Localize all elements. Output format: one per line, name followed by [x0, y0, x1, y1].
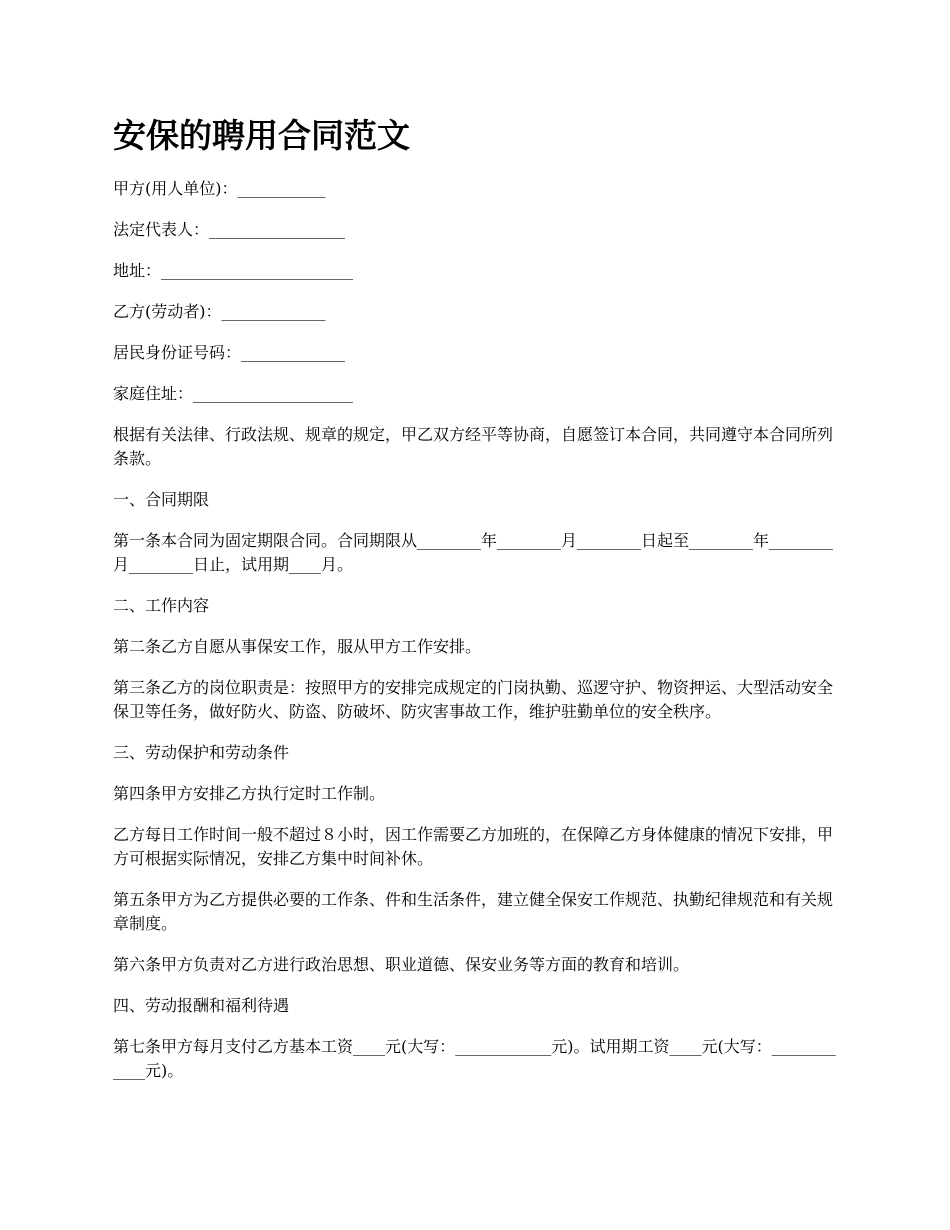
id-number-label: 居民身份证号码：	[113, 343, 242, 362]
preamble-paragraph: 根据有关法律、行政法规、规章的规定，甲乙双方经平等协商，自愿签订本合同，共同遵守本合同所列条款。	[113, 425, 834, 468]
document-title: 安保的聘用合同范文	[113, 116, 410, 155]
home-address-field	[113, 382, 838, 406]
document-page	[113, 112, 838, 1100]
legal-representative-blank: _________________	[209, 220, 346, 239]
section-heading-term: 一、合同期限	[113, 490, 210, 509]
legal-representative-label: 法定代表人：	[113, 220, 210, 239]
article-7-paragraph: 第七条甲方每月支付乙方基本工资____元(大写：____________元)。试用期工资____元(大写：____________元)。	[113, 1037, 836, 1080]
address-label: 地址：	[113, 261, 162, 280]
article-5-paragraph: 第五条甲方为乙方提供必要的工作条、件和生活条件，建立健全保安工作规范、执勤纪律规范和有关规章制度。	[113, 890, 834, 933]
section-heading-labor-protection: 三、劳动保护和劳动条件	[113, 743, 290, 762]
home-address-blank: ____________________	[193, 384, 354, 403]
section-heading-work-content: 二、工作内容	[113, 596, 210, 615]
section-heading-remuneration: 四、劳动报酬和福利待遇	[113, 996, 290, 1015]
id-number-field	[113, 341, 838, 365]
article-2-paragraph: 第二条乙方自愿从事保安工作，服从甲方工作安排。	[113, 637, 482, 656]
address-field	[113, 259, 838, 283]
party-a-label: 甲方(用人单位)：	[113, 179, 238, 198]
legal-representative-field	[113, 218, 838, 242]
party-b-field	[113, 300, 838, 324]
party-b-label: 乙方(劳动者)：	[113, 302, 222, 321]
working-hours-paragraph: 乙方每日工作时间一般不超过８小时，因工作需要乙方加班的，在保障乙方身体健康的情况下安排，甲方可根据实际情况，安排乙方集中时间补休。	[113, 825, 834, 868]
address-blank: ________________________	[161, 261, 354, 280]
home-address-label: 家庭住址：	[113, 384, 194, 403]
party-b-blank: _____________	[221, 302, 326, 321]
article-6-paragraph: 第六条甲方负责对乙方进行政治思想、职业道德、保安业务等方面的教育和培训。	[113, 955, 690, 974]
article-1-paragraph: 第一条本合同为固定期限合同。合同期限从________年________月________日起至________年________月________日止，试用期____月。	[113, 531, 834, 574]
party-a-field	[113, 177, 838, 201]
id-number-blank: _____________	[241, 343, 346, 362]
party-a-blank: ___________	[237, 179, 326, 198]
article-4-paragraph: 第四条甲方安排乙方执行定时工作制。	[113, 784, 386, 803]
article-3-paragraph: 第三条乙方的岗位职责是：按照甲方的安排完成规定的门岗执勤、巡逻守护、物资押运、大型活动安全保卫等任务，做好防火、防盗、防破坏、防灾害事故工作，维护驻勤单位的安全秩序。	[113, 678, 834, 721]
